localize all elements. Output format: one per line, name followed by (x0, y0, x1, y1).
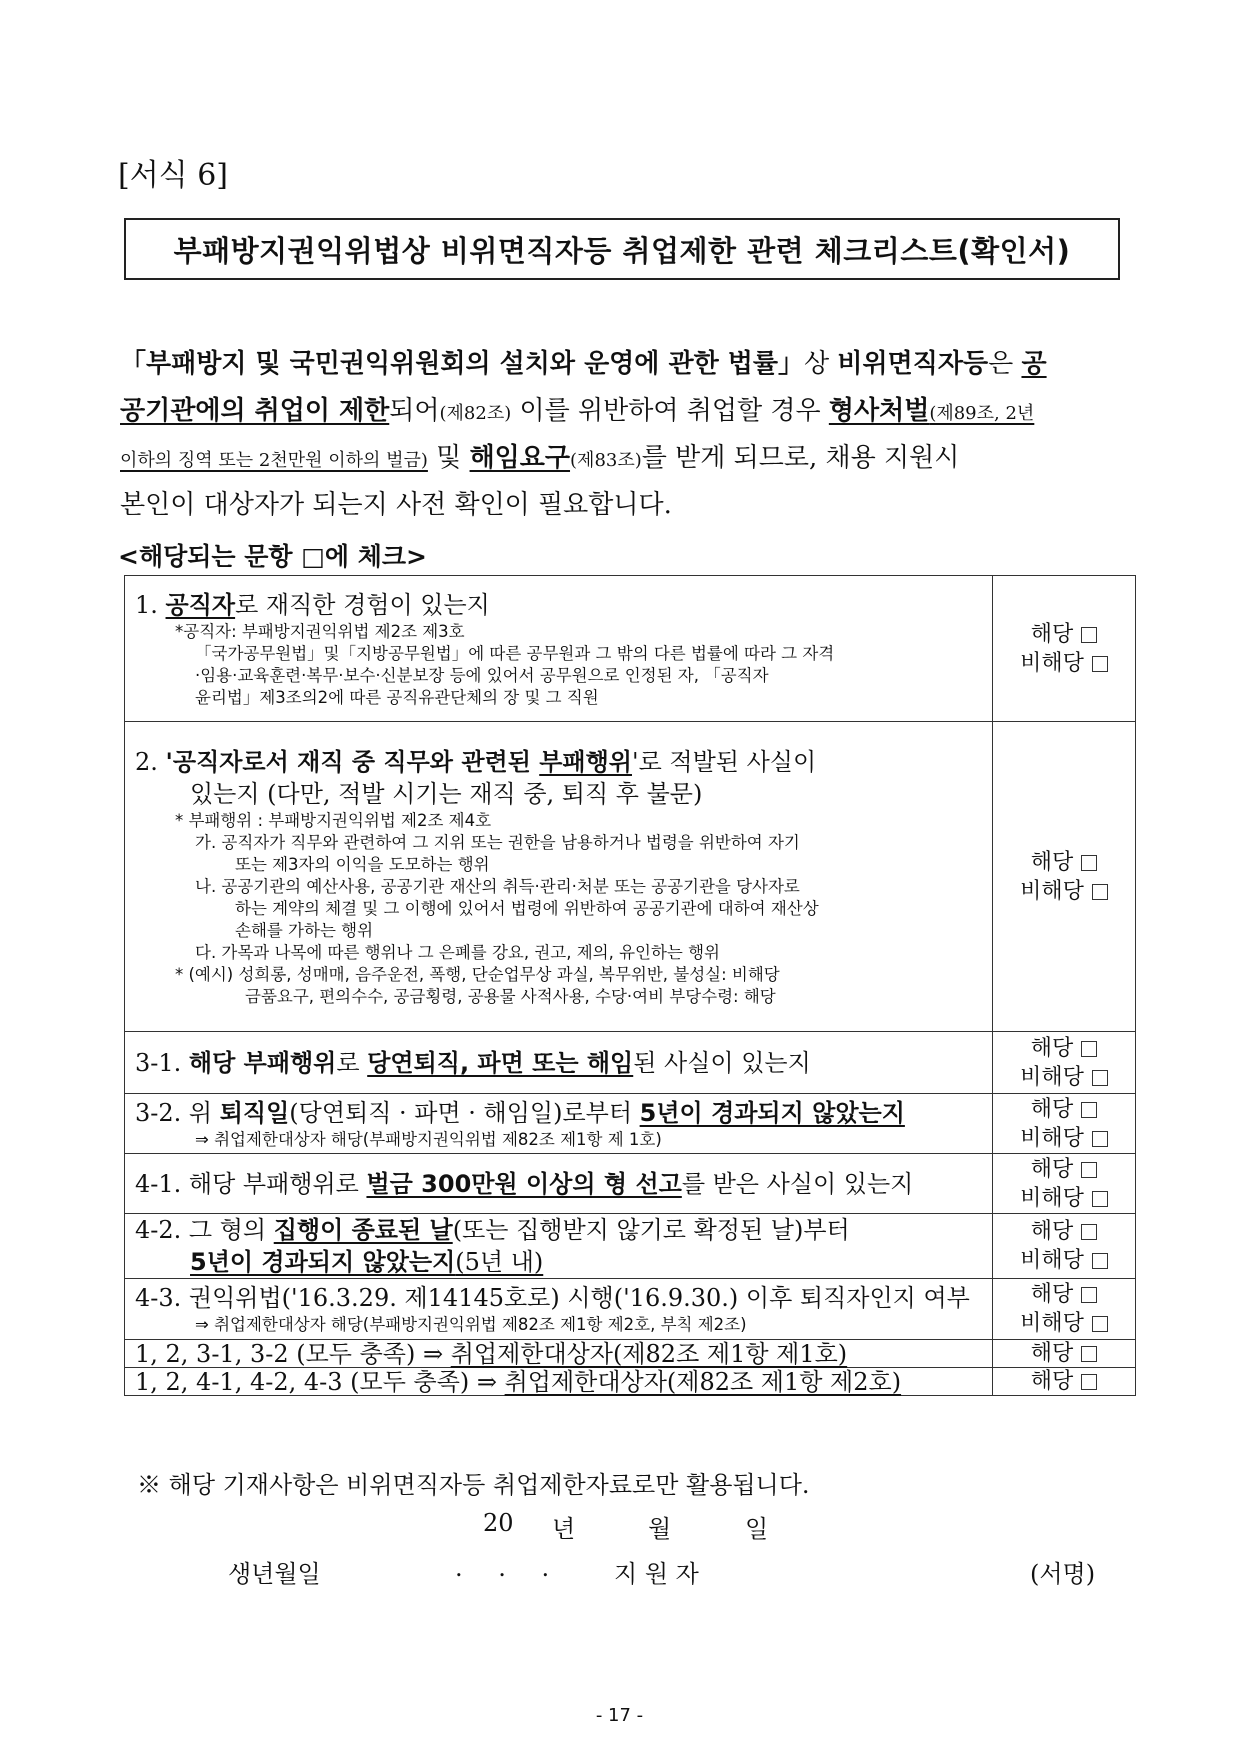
question-cell (125, 722, 993, 1032)
note-line: 손해를 가하는 행위 (235, 920, 374, 940)
table-row (125, 1214, 1136, 1279)
table-row (125, 1094, 1136, 1154)
table-row (125, 1032, 1136, 1094)
answer-label: 비해당 (1020, 1248, 1084, 1273)
checkbox[interactable] (1092, 884, 1108, 900)
answer-label: 해당 (1030, 849, 1074, 875)
question-text: 로 (336, 1048, 368, 1077)
checkbox[interactable] (1092, 1070, 1108, 1086)
question-number: 2. (135, 747, 166, 776)
birthdate-field[interactable]: . . . (455, 1554, 550, 1582)
note-line: 또는 제3자의 이익을 도모하는 행위 (235, 854, 490, 874)
question-4-3 (135, 1282, 992, 1314)
answer-label: 비해당 (1020, 650, 1084, 676)
note-line: ·임용·교육훈련·복무·보수·신분보장 등에 있어서 공무원으로 인정된 자, 「공직자 (195, 665, 769, 685)
answer-cell (993, 1368, 1136, 1396)
article-ref: (제83조) (570, 450, 642, 471)
answer-cell (993, 1214, 1136, 1279)
question-key: 부패행위 (539, 747, 632, 776)
checkbox[interactable] (1092, 1131, 1108, 1147)
summary-cell (125, 1340, 993, 1368)
note-line: 금품요구, 편의수수, 공금횡령, 공용물 사적사용, 수당·여비 부당수령: 해당 (245, 986, 776, 1006)
dismissal-text: 해임요구 (469, 443, 571, 473)
answer-no[interactable] (993, 1246, 1135, 1275)
question-key: 공직자 (165, 590, 236, 619)
intro-line-3 (120, 437, 959, 474)
question-key: 집행이 종료된 날 (273, 1216, 453, 1244)
question-cell (125, 1279, 993, 1340)
note-line: 가. 공직자가 직무와 관련하여 그 지위 또는 권한을 남용하거나 법령을 위반하여 자기 (195, 832, 800, 852)
answer-no[interactable] (993, 1184, 1135, 1213)
answer-cell (993, 1279, 1136, 1340)
answer-cell (993, 1340, 1136, 1368)
answer-cell (993, 1032, 1136, 1094)
checkbox[interactable] (1092, 1191, 1108, 1207)
signature-field[interactable]: (서명) (1030, 1560, 1096, 1588)
question-4-1 (135, 1168, 992, 1200)
question-key: 벌금 300만원 이상의 형 선고 (366, 1169, 682, 1198)
target-term: 비위면직자등 (837, 349, 989, 379)
question-text: '로 적발된 사실이 (631, 747, 817, 776)
question-number: 4-3. (135, 1284, 189, 1312)
penalty-detail: (제89조, 2년 (929, 403, 1035, 424)
answer-label: 비해당 (1020, 1125, 1084, 1151)
checkbox[interactable] (1081, 1287, 1097, 1303)
answer-no[interactable] (993, 877, 1135, 906)
note-line: * 부패행위 : 부패방지권익위법 제2조 제4호 (175, 810, 492, 830)
summary-text: 1, 2, 4-1, 4-2, 4-3 (모두 충족) ⇒ (135, 1367, 505, 1396)
answer-yes[interactable] (993, 1095, 1135, 1124)
answer-cell (993, 1094, 1136, 1154)
note-line: 윤리법」제3조의2에 따른 공직유관단체의 장 및 그 직원 (195, 687, 599, 707)
note-line: * (예시) 성희롱, 성매매, 음주운전, 폭행, 단순업무상 과실, 복무위반, 불성실: 비해당 (175, 964, 780, 984)
checkbox[interactable] (1092, 1253, 1108, 1269)
answer-no[interactable] (993, 1309, 1135, 1338)
intro-line-4: 본인이 대상자가 되는지 사전 확인이 필요합니다. (120, 490, 672, 520)
question-number: 3-1. (135, 1048, 189, 1077)
question-number: 4-1. (135, 1169, 189, 1198)
checkbox[interactable] (1081, 1041, 1097, 1057)
question-number: 1. (135, 590, 166, 619)
question-3-1 (135, 1047, 992, 1079)
answer-no[interactable] (993, 1124, 1135, 1153)
summary-text: 1, 2, 3-1, 3-2 (모두 충족) ⇒ (135, 1339, 451, 1368)
table-row (125, 1368, 1136, 1396)
page-number: - 17 - (595, 1705, 644, 1726)
question-text: 로 재직한 경험이 있는지 (235, 590, 490, 619)
answer-label: 비해당 (1020, 1185, 1084, 1211)
table-row (125, 722, 1136, 1032)
question-key: '공직자로서 재직 중 직무와 관련된 (165, 747, 540, 776)
applicant-label: 지 원 자 (614, 1560, 699, 1588)
answer-cell (993, 576, 1136, 722)
title-box (124, 218, 1120, 280)
form-number: [서식 6] (118, 158, 228, 193)
penalty-detail: 이하의 징역 또는 2천만원 이하의 벌금) (120, 450, 428, 471)
note-line: 「국가공무원법」및「지방공무원법」에 따른 공무원과 그 밖의 다른 법률에 따라 그 자격 (195, 643, 835, 663)
question-cell (125, 576, 993, 722)
question-4-2 (135, 1214, 992, 1246)
question-text: (또는 집행받지 않기로 확정된 날)부터 (452, 1216, 850, 1244)
question-text: 그 형의 (188, 1216, 274, 1244)
summary-cell (125, 1368, 993, 1396)
answer-label: 비해당 (1020, 878, 1084, 904)
checkbox[interactable] (1081, 1346, 1097, 1362)
question-text: (5년 내) (455, 1248, 544, 1276)
restriction-text: 공 (1021, 349, 1047, 379)
note-line: ⇒ 취업제한대상자 해당(부패방지권익위법 제82조 제1항 제2호, 부칙 제2조) (195, 1315, 747, 1334)
answer-cell (993, 722, 1136, 1032)
date-year-prefix: 20 (483, 1509, 514, 1537)
note-line: *공직자: 부패방지권익위법 제2조 제3호 (175, 621, 465, 641)
note-line: 나. 공공기관의 예산사용, 공공기관 재산의 취득·관리·처분 또는 공공기관을 당사자로 (195, 876, 800, 896)
intro-text: 되어 (389, 396, 440, 426)
summary-result: 취업제한대상자(제82조 제1항 제2호) (504, 1367, 902, 1396)
answer-label: 해당 (1030, 1219, 1074, 1244)
checkbox[interactable] (1081, 1374, 1097, 1390)
answer-label: 해당 (1030, 1282, 1074, 1307)
answer-yes[interactable] (993, 1341, 1135, 1367)
question-text: (당연퇴직 · 파면 · 해임일)로부터 (289, 1098, 640, 1127)
question-1 (135, 589, 992, 621)
question-3-2 (135, 1097, 992, 1129)
checkbox[interactable] (1081, 1224, 1097, 1240)
question-text: 해당 부패행위로 (188, 1169, 367, 1198)
answer-yes[interactable] (993, 1369, 1135, 1395)
table-row (125, 1279, 1136, 1340)
date-month-label: 월 (648, 1515, 672, 1543)
answer-yes[interactable] (993, 620, 1135, 649)
question-key: 당연퇴직, 파면 또는 해임 (367, 1048, 634, 1077)
table-row (125, 576, 1136, 722)
law-name: 「부패방지 및 국민권익위원회의 설치와 운영에 관한 법률」 (120, 349, 804, 379)
question-number: 3-2. (135, 1098, 189, 1127)
question-key: 해당 부패행위 (188, 1048, 337, 1077)
answer-label: 해당 (1030, 1340, 1074, 1366)
restriction-text: 공기관에의 취업이 제한 (120, 396, 390, 426)
answer-label: 해당 (1030, 1368, 1074, 1394)
question-cell (125, 1032, 993, 1094)
intro-text: 상 (803, 349, 838, 379)
question-2 (135, 746, 992, 778)
penalty-text: 형사처벌 (828, 396, 930, 426)
intro-text: 및 (427, 443, 470, 473)
question-number: 4-2. (135, 1216, 189, 1244)
checkbox[interactable] (1081, 855, 1097, 871)
checklist-table (124, 575, 1136, 1396)
question-4-2-line-2 (135, 1246, 992, 1278)
intro-text: 은 (988, 349, 1022, 379)
date-day-label: 일 (745, 1515, 769, 1543)
question-key: 퇴직일 (219, 1098, 290, 1127)
intro-text: 를 받게 되므로, 채용 지원시 (641, 443, 960, 473)
usage-note: ※ 해당 기재사항은 비위면직자등 취업제한자료로만 활용됩니다. (137, 1471, 810, 1499)
intro-line-2 (120, 390, 1034, 427)
answer-yes[interactable] (993, 1217, 1135, 1246)
answer-yes[interactable] (993, 1034, 1135, 1063)
question-text: 를 받은 사실이 있는지 (681, 1169, 914, 1198)
question-text: 위 (188, 1098, 220, 1127)
answer-label: 해당 (1030, 1156, 1074, 1182)
checkbox[interactable] (1081, 1162, 1097, 1178)
summary-result: 취업제한대상자(제82조 제1항 제1호) (450, 1339, 848, 1368)
article-ref: (제82조) (439, 403, 512, 424)
document-title: 부패방지권익위법상 비위면직자등 취업제한 관련 체크리스트(확인서) (173, 233, 1071, 268)
table-row (125, 1340, 1136, 1368)
summary-2 (135, 1369, 992, 1395)
answer-no[interactable] (993, 1063, 1135, 1092)
answer-label: 해당 (1030, 1096, 1074, 1122)
answer-yes[interactable] (993, 1280, 1135, 1309)
question-key: 5년이 경과되지 않았는지 (639, 1098, 905, 1127)
question-text: 있는지 (다만, 적발 시기는 재직 중, 퇴직 후 불문) (190, 779, 703, 808)
answer-label: 비해당 (1020, 1311, 1084, 1336)
answer-label: 해당 (1030, 621, 1074, 647)
note-line: ⇒ 취업제한대상자 해당(부패방지권익위법 제82조 제1항 제 1호) (195, 1129, 662, 1149)
answer-yes[interactable] (993, 1155, 1135, 1184)
answer-label: 비해당 (1020, 1064, 1084, 1090)
checkbox[interactable] (1092, 656, 1108, 672)
table-row (125, 1154, 1136, 1214)
answer-cell (993, 1154, 1136, 1214)
question-cell (125, 1094, 993, 1154)
checkbox[interactable] (1081, 1102, 1097, 1118)
question-text: 권익위법('16.3.29. 제14145호로) 시행('16.9.30.) 이후 퇴직자인지 여부 (188, 1284, 970, 1312)
summary-1 (135, 1341, 992, 1367)
question-key: 5년이 경과되지 않았는지 (190, 1248, 456, 1276)
note-line: 하는 계약의 체결 및 그 이행에 있어서 법령에 위반하여 공공기관에 대하여 재산상 (235, 898, 819, 918)
check-instruction: <해당되는 문항 □에 체크> (118, 542, 427, 571)
question-text: 된 사실이 있는지 (633, 1048, 811, 1077)
question-cell (125, 1214, 993, 1279)
question-cell (125, 1154, 993, 1214)
birthdate-label: 생년월일 (228, 1560, 321, 1588)
answer-label: 해당 (1030, 1035, 1074, 1061)
note-line: 다. 가목과 나목에 따른 행위나 그 은폐를 강요, 권고, 제의, 유인하는 행위 (195, 942, 720, 962)
date-year-label: 년 (552, 1515, 576, 1543)
answer-yes[interactable] (993, 848, 1135, 877)
checkbox[interactable] (1081, 627, 1097, 643)
intro-text: 이를 위반하여 취업할 경우 (511, 396, 829, 426)
intro-line-1 (120, 343, 1047, 380)
answer-no[interactable] (993, 649, 1135, 678)
checkbox[interactable] (1092, 1316, 1108, 1332)
